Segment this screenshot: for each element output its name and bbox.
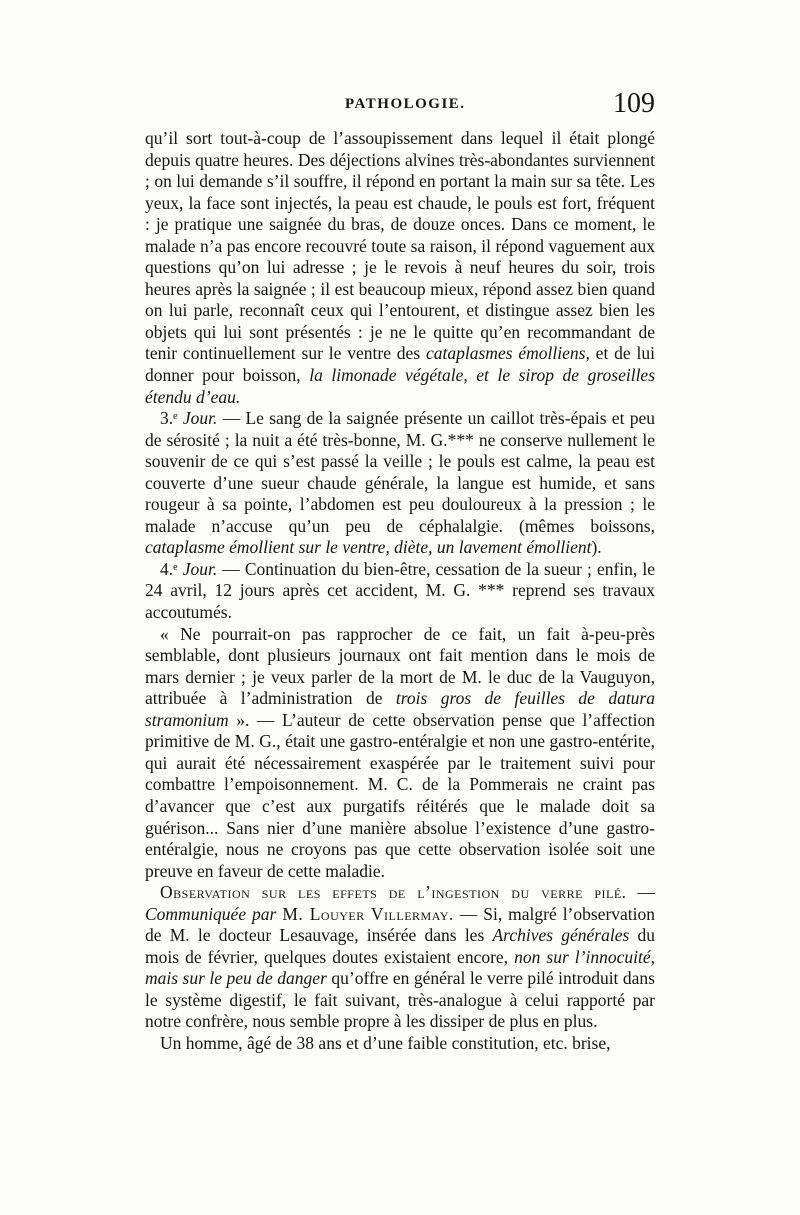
paragraph-commentary: « Ne pourrait-on pas rapprocher de ce fait, un fait à-peu-près semblable, dont plusieurs journaux ont fait mention dans le mois de mars dernier ; je veux parler de la mort de M. le duc de la Vauguyon, attribuée à l’administration de trois gros de feuilles de datura stramonium ». — L’auteur de cette observation pense que l’affection primitive de M. G., était une gastro-entéralgie et non une gastro-entérite, qui aurait été nécessairement exaspérée par le traitement suivi pour combattre l’empoisonnement. M. C. de la Pommerais ne craint pas d’avancer que c’est aux purgatifs réitérés que le malade doit sa guérison... Sans nier d’une manière absolue l’existence d’une gastro-entéralgie, nous ne croyons pas que cette observation isolée soit une preuve en faveur de cette maladie. <box>145 623 655 881</box>
page-number: 109 <box>613 88 655 119</box>
paragraph-glass-observation: Observation sur les effets de l’ingestion du verre pilé. — Communiquée par M. Louyer Villermay. — Si, malgré l’observation de M. le docteur Lesauvage, insérée dans les Archives générales du mois de février, quelques doutes existaient encore, non sur l’innocuité, mais sur le peu de danger qu’offre en général le verre pilé introduit dans le système digestif, le fait suivant, très-analogue à celui rapporté par notre confrère, nous semble propre à les dissiper de plus en plus. <box>145 882 656 1032</box>
paragraph-day-3: 3.ᵉ Jour. — Le sang de la saignée présente un caillot très-épais et peu de sérosité ; la nuit a été très-bonne, M. G.*** ne conserve nullement le souvenir de ce qui s’est passé la veille ; le pouls est calme, la peau est couverte d’une sueur chaude générale, la langue est humide, et sans rougeur à sa pointe, l’abdomen est peu douloureux à la pression ; le malade n’accuse qu’un peu de céphalalgie. (mêmes boissons, cataplasme émollient sur le ventre, diète, un lavement émollient). <box>145 408 655 558</box>
running-head: PATHOLOGIE. <box>345 96 466 112</box>
paragraph-case-continuation: qu’il sort tout-à-coup de l’assoupissement dans lequel il était plongé depuis quatre heures. Des déjections alvines très-abondantes surviennent ; on lui demande s’il souffre, il répond en portant la main sur sa tête. Les yeux, la face sont injectés, la peau est chaude, le pouls est fort, fréquent : je pratique une saignée du bras, de douze onces. Dans ce moment, le malade n’a pas encore recouvré toute sa raison, il répond vaguement aux questions qu’on lui adresse ; je le revois à neuf heures du soir, trois heures après la saignée ; il est beaucoup mieux, répond assez bien quand on lui parle, reconnaît ceux qui l’entourent, et distingue assez bien les objets qui lui sont présentés : je ne le quitte qu’en recommandant de tenir continuellement sur le ventre des cataplasmes émolliens, et de lui donner pour boisson, la limonade végétale, et le sirop de groseilles étendu d’eau. <box>145 128 656 407</box>
text-body <box>145 128 655 1055</box>
paragraph-day-4: 4.ᵉ Jour. — Continuation du bien-être, cessation de la sueur ; enfin, le 24 avril, 12 jours après cet accident, M. G. *** reprend ses travaux accoutumés. <box>145 558 655 623</box>
author-name: M. Louyer Villermay. <box>282 903 454 924</box>
paragraph-case-start: Un homme, âgé de 38 ans et d’une faible constitution, etc. brise, <box>160 1032 611 1053</box>
section-heading: Observation sur les effets de l’ingestion du verre pilé. <box>160 882 627 903</box>
page-header <box>145 88 655 128</box>
